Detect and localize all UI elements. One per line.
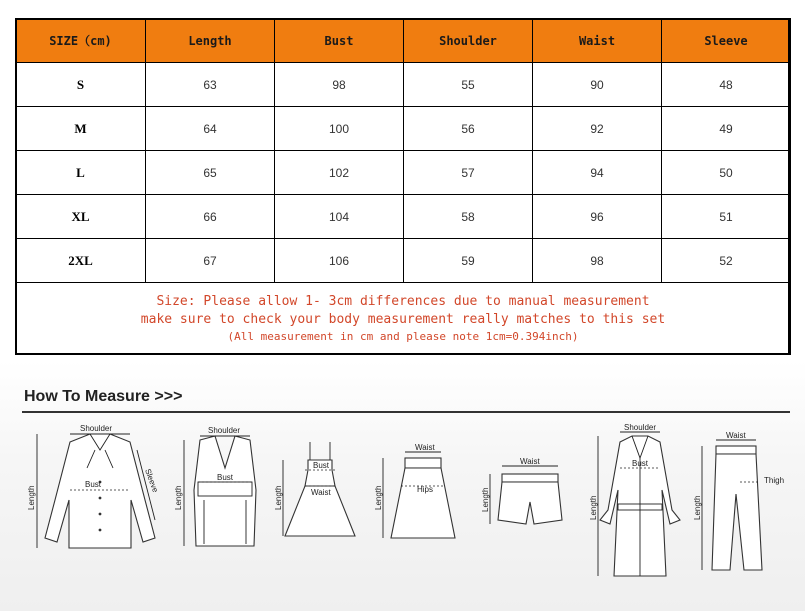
shoulder-label: Shoulder bbox=[80, 424, 113, 433]
shoulder-label: Shoulder bbox=[624, 423, 657, 432]
waist-label: Waist bbox=[311, 488, 331, 497]
table-row bbox=[16, 107, 791, 151]
blouse-illustration bbox=[25, 420, 175, 600]
trousers-illustration bbox=[690, 420, 795, 600]
length-label: Length bbox=[374, 485, 383, 510]
sleeve-cell: 50 bbox=[662, 151, 791, 195]
size-cell: S bbox=[16, 63, 146, 107]
length-label: Length bbox=[693, 495, 702, 520]
length-label: Length bbox=[481, 487, 490, 512]
title-divider bbox=[22, 411, 790, 413]
table-row bbox=[16, 63, 791, 107]
bust-label: Bust bbox=[313, 461, 330, 470]
waist-cell: 98 bbox=[533, 239, 662, 283]
header-length: Length bbox=[146, 19, 275, 63]
size-cell: 2XL bbox=[16, 239, 146, 283]
table-row bbox=[16, 239, 791, 283]
length-label: Length bbox=[27, 485, 36, 510]
skirt-illustration bbox=[375, 420, 465, 600]
table-header-row bbox=[16, 19, 791, 63]
note-row bbox=[16, 283, 791, 355]
note-line-2: make sure to check your body measurement really matches to this set bbox=[140, 311, 666, 327]
length-label: Length bbox=[589, 495, 598, 520]
header-waist: Waist bbox=[533, 19, 662, 63]
table-row bbox=[16, 151, 791, 195]
bust-label: Bust bbox=[632, 459, 649, 468]
waist-cell: 96 bbox=[533, 195, 662, 239]
waist-cell: 92 bbox=[533, 107, 662, 151]
waist-cell: 94 bbox=[533, 151, 662, 195]
dress-illustration bbox=[275, 420, 365, 600]
size-cell: L bbox=[16, 151, 146, 195]
bust-cell: 106 bbox=[275, 239, 404, 283]
hips-label: Hips bbox=[417, 485, 434, 494]
note-line-1: Size: Please allow 1- 3cm differences due to manual measurement bbox=[156, 293, 650, 309]
shoulder-label: Shoulder bbox=[208, 426, 241, 435]
header-sleeve: Sleeve bbox=[662, 19, 791, 63]
length-cell: 66 bbox=[146, 195, 275, 239]
size-chart-table bbox=[15, 18, 791, 355]
length-cell: 65 bbox=[146, 151, 275, 195]
waist-cell: 90 bbox=[533, 63, 662, 107]
shoulder-cell: 55 bbox=[404, 63, 533, 107]
sleeveless-top-illustration bbox=[170, 420, 280, 600]
waist-label: Waist bbox=[415, 443, 435, 452]
shoulder-cell: 56 bbox=[404, 107, 533, 151]
shoulder-cell: 58 bbox=[404, 195, 533, 239]
size-cell: XL bbox=[16, 195, 146, 239]
shoulder-cell: 59 bbox=[404, 239, 533, 283]
measurement-note bbox=[16, 283, 791, 355]
bust-cell: 104 bbox=[275, 195, 404, 239]
sleeve-cell: 48 bbox=[662, 63, 791, 107]
sleeve-label: Sleeve bbox=[143, 467, 160, 494]
bust-label: Bust bbox=[217, 473, 234, 482]
length-cell: 63 bbox=[146, 63, 275, 107]
thigh-label: Thigh bbox=[764, 476, 785, 485]
bust-cell: 98 bbox=[275, 63, 404, 107]
header-shoulder: Shoulder bbox=[404, 19, 533, 63]
length-cell: 64 bbox=[146, 107, 275, 151]
bust-cell: 102 bbox=[275, 151, 404, 195]
sleeve-cell: 52 bbox=[662, 239, 791, 283]
bust-cell: 100 bbox=[275, 107, 404, 151]
header-size: SIZE（cm) bbox=[16, 19, 146, 63]
waist-label: Waist bbox=[520, 457, 540, 466]
length-cell: 67 bbox=[146, 239, 275, 283]
note-line-3: (All measurement in cm and please note 1cm=0.394inch) bbox=[227, 329, 579, 343]
coat-illustration bbox=[590, 420, 690, 600]
shorts-illustration bbox=[480, 420, 580, 600]
header-bust: Bust bbox=[275, 19, 404, 63]
sleeve-cell: 49 bbox=[662, 107, 791, 151]
how-to-measure-title: How To Measure >>> bbox=[24, 388, 183, 405]
shoulder-cell: 57 bbox=[404, 151, 533, 195]
bust-label: Bust bbox=[85, 480, 102, 489]
length-label: Length bbox=[274, 485, 283, 510]
waist-label: Waist bbox=[726, 431, 746, 440]
sleeve-cell: 51 bbox=[662, 195, 791, 239]
table-row bbox=[16, 195, 791, 239]
length-label: Length bbox=[174, 485, 183, 510]
size-cell: M bbox=[16, 107, 146, 151]
